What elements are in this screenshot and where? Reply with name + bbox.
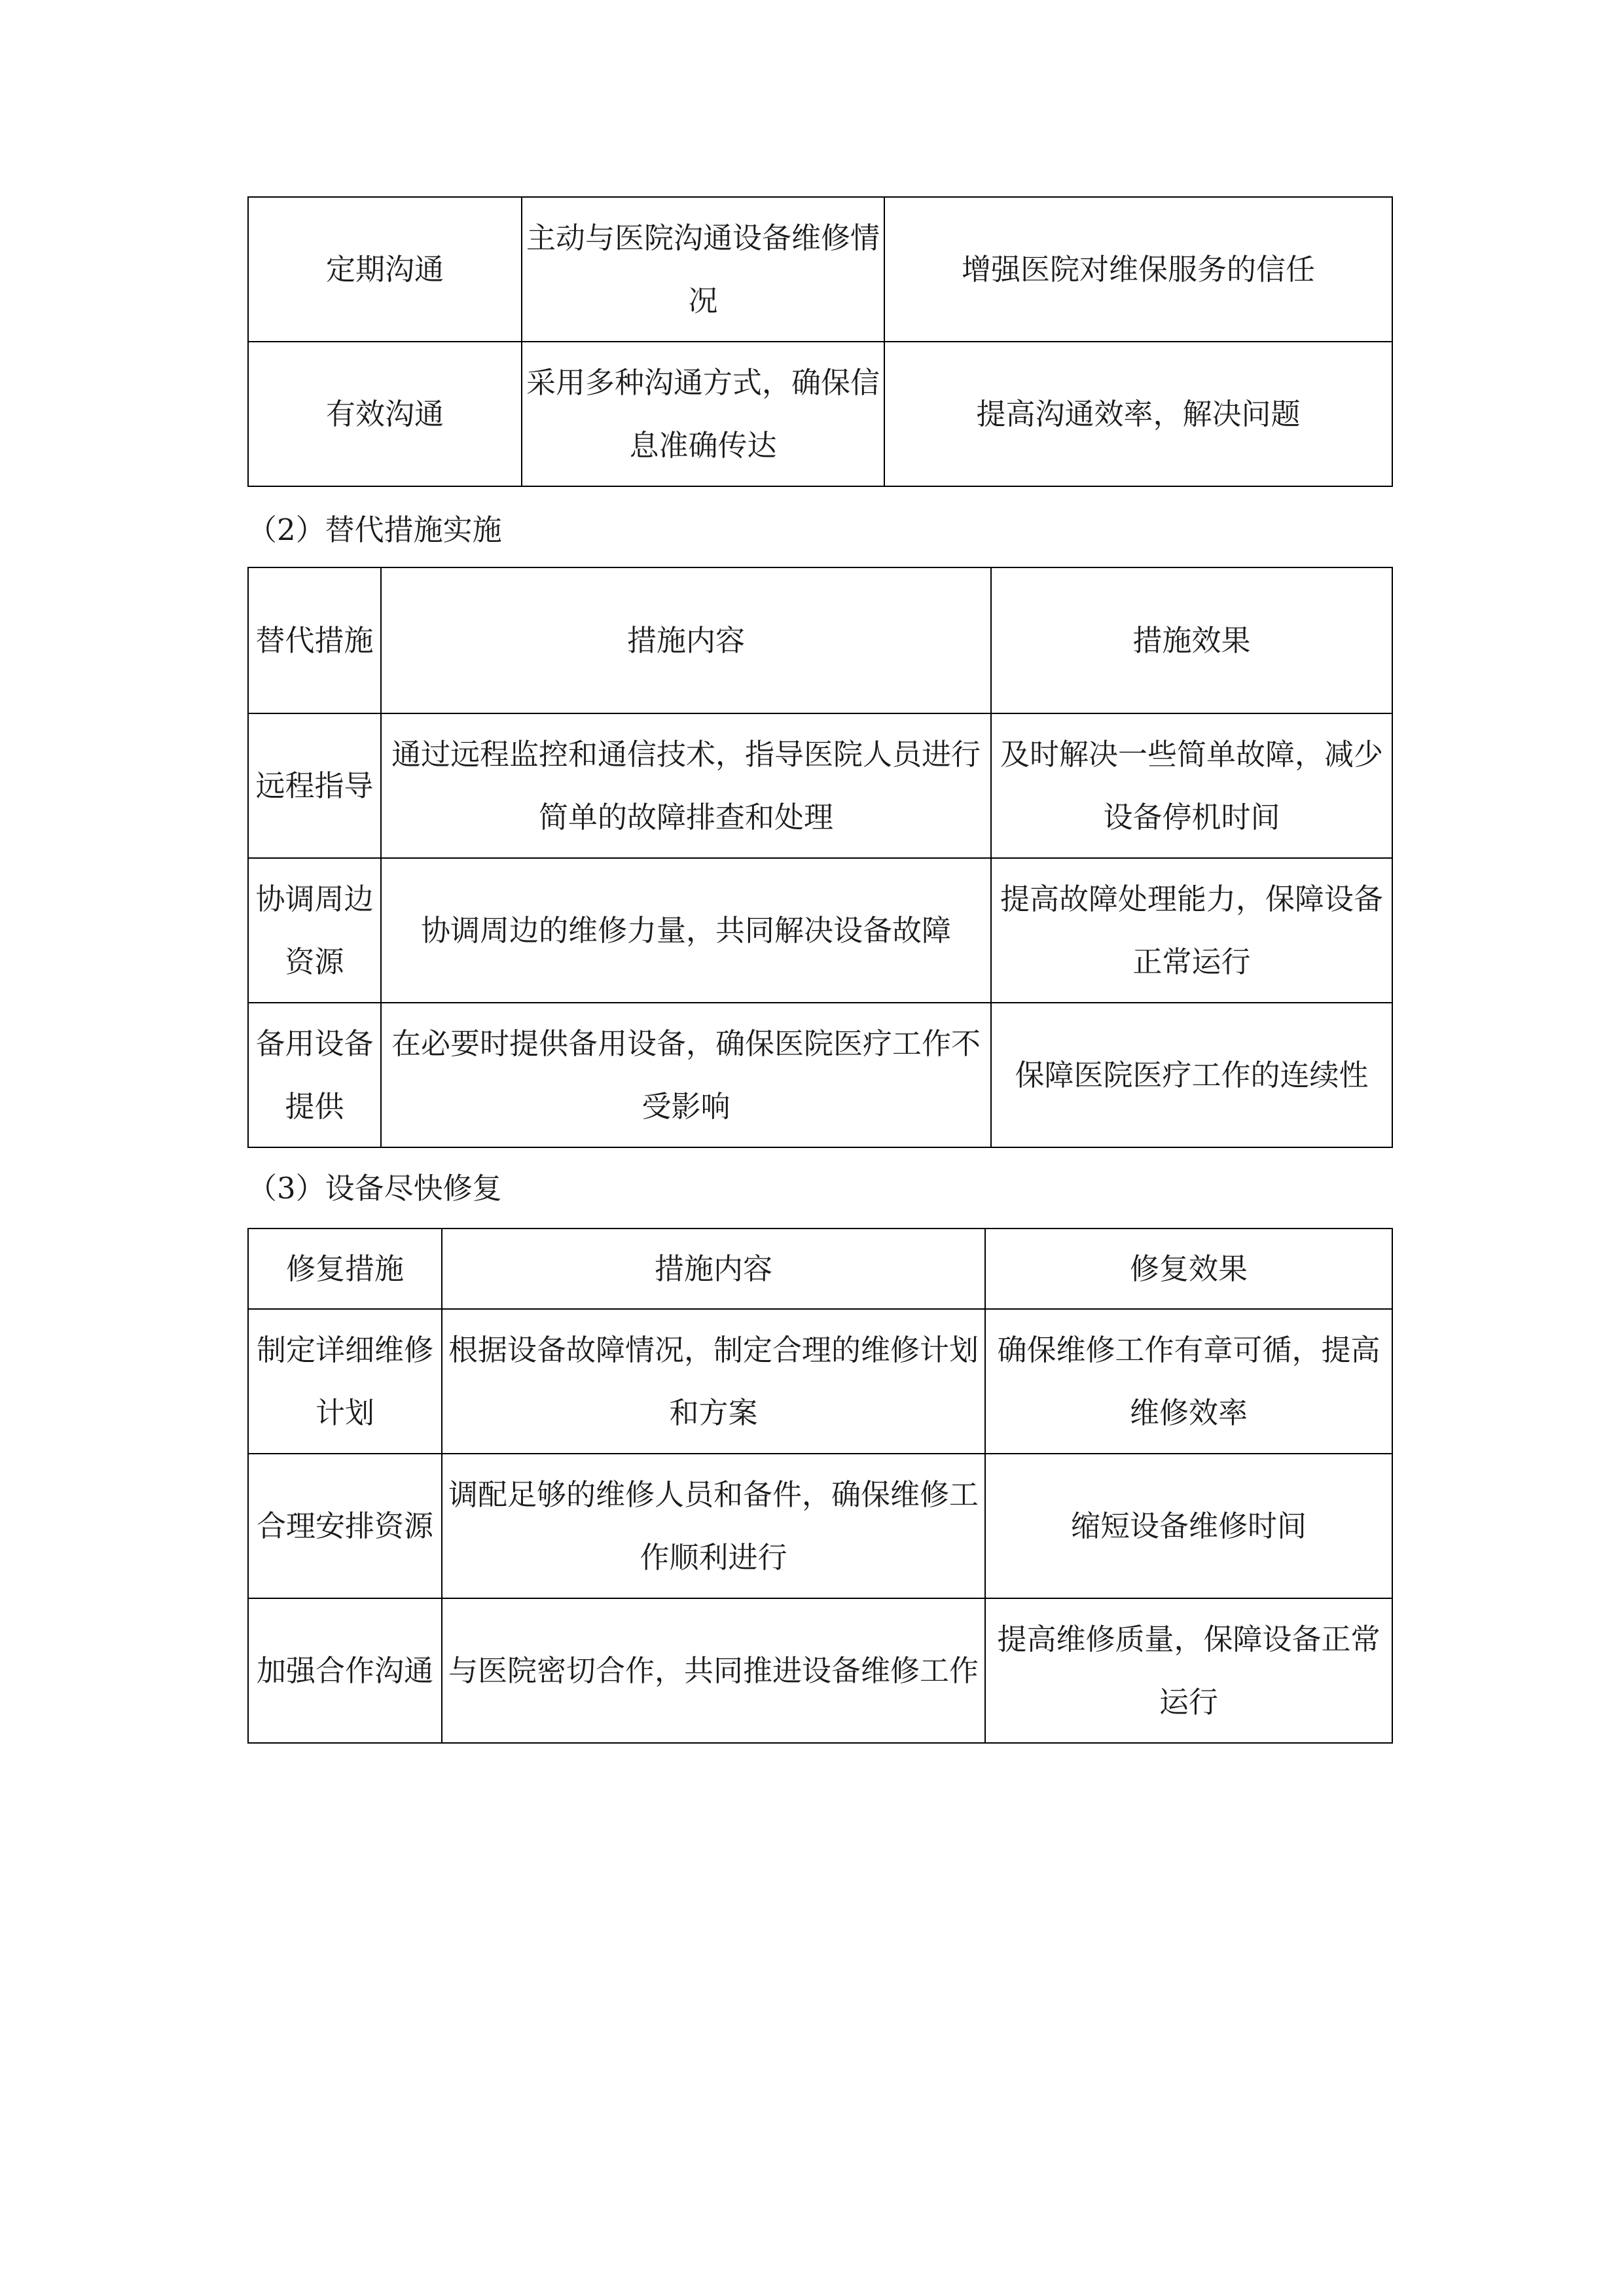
table-cell: 制定详细维修计划 [248, 1309, 442, 1454]
table-header-row [248, 567, 1392, 713]
table-cell: 与医院密切合作，共同推进设备维修工作 [442, 1598, 985, 1743]
table-row [248, 858, 1392, 1003]
table-cell: 定期沟通 [248, 197, 522, 342]
table-cell: 在必要时提供备用设备，确保医院医疗工作不受影响 [381, 1003, 991, 1147]
section-heading-alternative-measures: （2）替代措施实施 [247, 512, 502, 547]
table-row [248, 197, 1392, 342]
column-header: 措施内容 [442, 1229, 985, 1309]
table-cell: 备用设备提供 [248, 1003, 381, 1147]
table-cell: 确保维修工作有章可循，提高维修效率 [985, 1309, 1392, 1454]
alternative-measures-table [247, 567, 1393, 1148]
repair-measures-table [247, 1228, 1393, 1744]
table-cell: 提高沟通效率，解决问题 [884, 342, 1392, 486]
table-cell: 采用多种沟通方式，确保信息准确传达 [522, 342, 884, 486]
table-cell: 远程指导 [248, 713, 381, 858]
table-cell: 加强合作沟通 [248, 1598, 442, 1743]
table-cell: 提高故障处理能力，保障设备正常运行 [991, 858, 1392, 1003]
table-cell: 有效沟通 [248, 342, 522, 486]
table-cell: 主动与医院沟通设备维修情况 [522, 197, 884, 342]
table-cell: 协调周边资源 [248, 858, 381, 1003]
table-cell: 协调周边的维修力量，共同解决设备故障 [381, 858, 991, 1003]
table-cell: 合理安排资源 [248, 1454, 442, 1598]
communication-table [247, 196, 1393, 487]
column-header: 措施内容 [381, 567, 991, 713]
column-header: 替代措施 [248, 567, 381, 713]
table-header-row [248, 1229, 1392, 1309]
table-row [248, 713, 1392, 858]
table-cell: 增强医院对维保服务的信任 [884, 197, 1392, 342]
column-header: 措施效果 [991, 567, 1392, 713]
table-cell: 保障医院医疗工作的连续性 [991, 1003, 1392, 1147]
table-cell: 通过远程监控和通信技术，指导医院人员进行简单的故障排查和处理 [381, 713, 991, 858]
column-header: 修复效果 [985, 1229, 1392, 1309]
section-heading-repair: （3）设备尽快修复 [247, 1171, 502, 1206]
table-row [248, 1003, 1392, 1147]
table-cell: 调配足够的维修人员和备件，确保维修工作顺利进行 [442, 1454, 985, 1598]
column-header: 修复措施 [248, 1229, 442, 1309]
table-cell: 及时解决一些简单故障，减少设备停机时间 [991, 713, 1392, 858]
table-cell: 缩短设备维修时间 [985, 1454, 1392, 1598]
table-cell: 根据设备故障情况，制定合理的维修计划和方案 [442, 1309, 985, 1454]
table-row [248, 1309, 1392, 1454]
table-row [248, 1598, 1392, 1743]
table-cell: 提高维修质量，保障设备正常运行 [985, 1598, 1392, 1743]
table-row [248, 1454, 1392, 1598]
table-row [248, 342, 1392, 486]
